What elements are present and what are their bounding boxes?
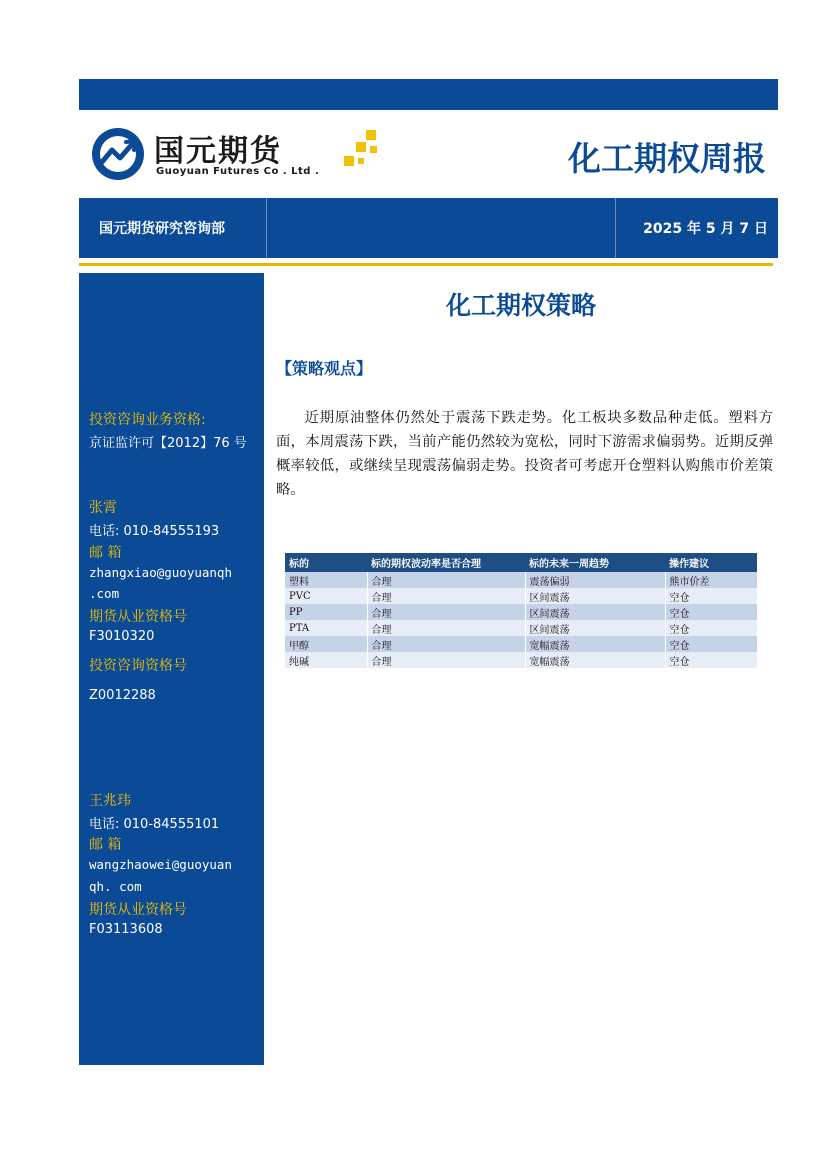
email-label: 邮 箱	[89, 545, 122, 561]
table-cell: 甲醇	[285, 636, 367, 652]
header-divider	[615, 198, 616, 258]
table-row	[285, 620, 757, 636]
strategy-view-heading: 【策略观点】	[276, 359, 373, 378]
strategy-table	[285, 553, 758, 668]
table-cell: 震荡偏弱	[525, 572, 665, 588]
table-cell: 空仓	[665, 652, 757, 668]
gold-squares-icon	[336, 130, 382, 170]
logo-english-name: Guoyuan Futures Co . Ltd .	[156, 166, 320, 177]
sidebar	[79, 273, 264, 1065]
report-title: 化工期权周报	[568, 139, 766, 178]
table-cell: 塑料	[285, 572, 367, 588]
futures-license-label: 期货从业资格号	[89, 609, 187, 625]
analyst-phone: 电话: 010-84555101	[89, 817, 220, 832]
header-divider	[266, 198, 267, 258]
qualification-heading: 投资咨询业务资格:	[89, 412, 206, 428]
company-logo	[90, 122, 390, 184]
table-cell: PVC	[285, 588, 367, 604]
futures-license-label: 期货从业资格号	[89, 902, 187, 918]
report-date: 2025 年 5 月 7 日	[643, 221, 768, 237]
column-header: 标的未来一周趋势	[525, 553, 665, 572]
table-row	[285, 588, 757, 604]
advisory-license-label: 投资咨询资格号	[89, 658, 187, 674]
header-band	[79, 198, 778, 258]
futures-license-number: F03113608	[89, 922, 163, 937]
analyst-name: 张霄	[89, 500, 117, 516]
table-cell: 纯碱	[285, 652, 367, 668]
table-cell: PP	[285, 604, 367, 620]
table-cell: 空仓	[665, 636, 757, 652]
analyst-name: 王兆玮	[89, 793, 131, 809]
table-cell: 区间震荡	[525, 588, 665, 604]
table-row	[285, 636, 757, 652]
logo-chinese-name: 国元期货	[154, 134, 282, 169]
section-title: 化工期权策略	[445, 291, 596, 320]
futures-license-number: F3010320	[89, 629, 155, 644]
table-cell: 空仓	[665, 604, 757, 620]
advisory-license-number: Z0012288	[89, 688, 156, 703]
table-cell: 合理	[367, 604, 525, 620]
table-cell: 空仓	[665, 620, 757, 636]
table-row	[285, 652, 757, 668]
column-header: 标的期权波动率是否合理	[367, 553, 525, 572]
table-header-row	[285, 553, 757, 572]
table-cell: PTA	[285, 620, 367, 636]
table-cell: 合理	[367, 572, 525, 588]
table-cell: 合理	[367, 636, 525, 652]
analyst-email: wangzhaowei@guoyuan	[89, 857, 232, 872]
table-cell: 合理	[367, 588, 525, 604]
table-cell: 熊市价差	[665, 572, 757, 588]
analyst-email: zhangxiao@guoyuanqh	[89, 565, 232, 580]
analyst-email-cont: qh. com	[89, 879, 142, 894]
gold-divider	[79, 263, 773, 266]
table-cell: 合理	[367, 620, 525, 636]
table-cell: 区间震荡	[525, 604, 665, 620]
analyst-email-cont: .com	[89, 586, 120, 601]
table-cell: 区间震荡	[525, 620, 665, 636]
table-row	[285, 572, 757, 588]
table-cell: 空仓	[665, 588, 757, 604]
table-row	[285, 604, 757, 620]
guoyuan-logo-icon	[90, 126, 146, 182]
table-cell: 宽幅震荡	[525, 652, 665, 668]
top-band	[79, 79, 778, 110]
table-cell: 合理	[367, 652, 525, 668]
analyst-phone: 电话: 010-84555193	[89, 524, 220, 539]
strategy-paragraph: 近期原油整体仍然处于震荡下跌走势。化工板块多数品种走低。塑料方面，本周震荡下跌，当前产能仍然较为宽松，同时下游需求偏弱势。近期反弹概率较低，或继续呈现震荡偏弱走势。投资者可考虑开仓塑料认购熊市价差策略。	[276, 410, 773, 498]
column-header: 标的	[285, 553, 367, 572]
table-cell: 宽幅震荡	[525, 636, 665, 652]
qualification-value: 京证监许可【2012】76 号	[89, 436, 247, 451]
email-label: 邮 箱	[89, 837, 122, 853]
column-header: 操作建议	[665, 553, 757, 572]
department-label: 国元期货研究咨询部	[99, 221, 225, 237]
